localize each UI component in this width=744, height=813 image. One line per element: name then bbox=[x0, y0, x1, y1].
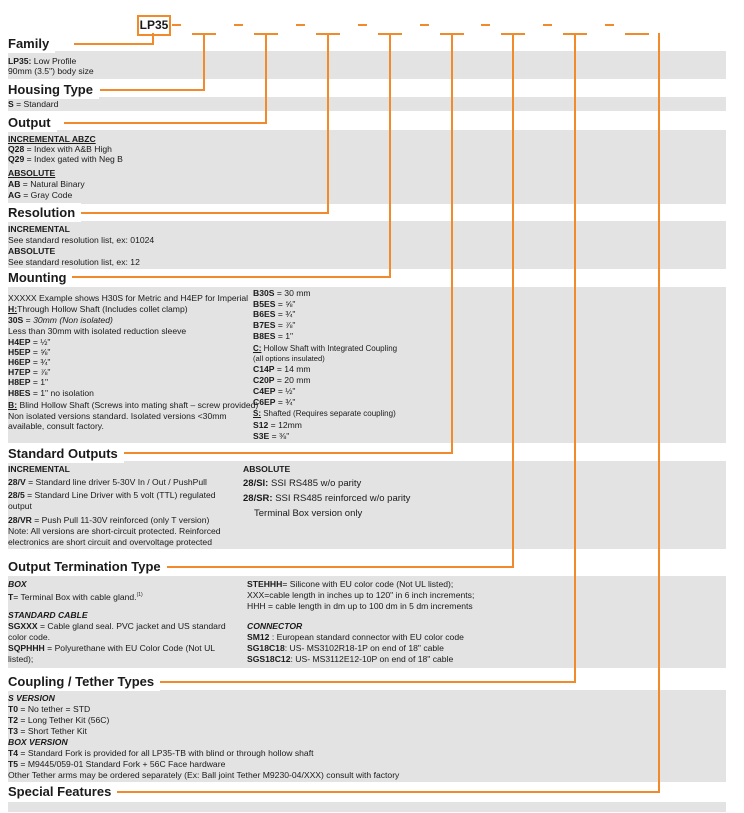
mounting-example: XXXXX Example shows H30S for Metric and H4EP for Imperial bbox=[8, 293, 249, 303]
term-option: T= Terminal Box with cable gland.$^{(1)}$ bbox=[8, 591, 143, 602]
output-heading: ABSOLUTE bbox=[8, 168, 56, 178]
resolution-heading: ABSOLUTE bbox=[8, 246, 56, 256]
coupling-heading: BOX VERSION bbox=[8, 737, 68, 747]
std-out-note: electronics are short circuit and overvoltage protected bbox=[8, 537, 212, 547]
connector-line bbox=[658, 33, 660, 793]
model-code: LP35 bbox=[139, 18, 169, 32]
section-special: Special Features bbox=[8, 782, 117, 801]
mounting-option: H7EP = ⅞" bbox=[8, 367, 51, 377]
mounting-option: B: Blind Hollow Shaft (Screws into mating shaft – screw provided) bbox=[8, 400, 259, 410]
code-dash bbox=[481, 24, 490, 26]
section-family: Family bbox=[8, 34, 55, 53]
term-text: listed); bbox=[8, 654, 34, 664]
output-option: AG = Gray Code bbox=[8, 190, 73, 200]
code-dash bbox=[358, 24, 367, 26]
std-out-option: 28/V = Standard line driver 5-30V In / Out / PushPull bbox=[8, 477, 207, 487]
std-out-text: output bbox=[8, 501, 32, 511]
term-option: SGS18C12: US- MS3112E12-10P on end of 18" cable bbox=[247, 654, 454, 664]
housing-line: S = Standard bbox=[8, 99, 59, 109]
resolution-heading: INCREMENTAL bbox=[8, 224, 70, 234]
term-text: HHH = cable length in dm up to 100 dm in 5 dm increments bbox=[247, 601, 473, 611]
mounting-option: C: Hollow Shaft with Integrated Coupling bbox=[253, 344, 398, 353]
code-dash bbox=[543, 24, 552, 26]
mounting-text: Less than 30mm with isolated reduction sleeve bbox=[8, 326, 187, 336]
family-line: LP35: Low Profile bbox=[8, 56, 77, 66]
section-mounting: Mounting bbox=[8, 268, 72, 287]
output-band bbox=[8, 130, 726, 204]
mounting-option: H5EP = ⅝" bbox=[8, 347, 51, 357]
section-coupling: Coupling / Tether Types bbox=[8, 672, 160, 691]
output-option: Q28 = Index with A&B High bbox=[8, 144, 112, 154]
std-out-heading: ABSOLUTE bbox=[243, 464, 291, 474]
std-out-note: Note: All versions are short-circuit protected. Reinforced bbox=[8, 526, 221, 536]
connector-line bbox=[106, 791, 660, 793]
connector-line bbox=[625, 33, 649, 35]
mounting-option: H4EP = ½" bbox=[8, 337, 51, 347]
model-code-box bbox=[137, 15, 171, 36]
code-dash bbox=[605, 24, 614, 26]
section-output: Output bbox=[8, 113, 57, 132]
code-dash bbox=[172, 24, 181, 26]
coupling-option: T3 = Short Tether Kit bbox=[8, 726, 87, 736]
term-text: color code. bbox=[8, 632, 51, 642]
coupling-text: Other Tether arms may be ordered separately (Ex: Ball joint Tether M9230-04/XXX) consult with factory bbox=[8, 770, 400, 780]
std-out-option: 28/SR: SSI RS485 reinforced w/o parity bbox=[243, 493, 411, 504]
mounting-option: B5ES = ⅝" bbox=[253, 299, 296, 309]
connector-line bbox=[146, 566, 514, 568]
resolution-text: See standard resolution list, ex: 12 bbox=[8, 257, 140, 267]
mounting-option: S3E = ⅜" bbox=[253, 431, 290, 441]
mounting-option: B30S = 30 mm bbox=[253, 288, 311, 298]
section-resolution: Resolution bbox=[8, 203, 81, 222]
coupling-option: T5 = M9445/059-01 Standard Fork + 56C Face hardware bbox=[8, 759, 226, 769]
mounting-option: H:Through Hollow Shaft (Includes collet clamp) bbox=[8, 304, 188, 314]
term-heading: STANDARD CABLE bbox=[8, 610, 88, 620]
connector-line bbox=[64, 122, 267, 124]
mounting-option: H8EP = 1" bbox=[8, 377, 49, 387]
mounting-option: B7ES = ⅞" bbox=[253, 320, 296, 330]
term-heading: CONNECTOR bbox=[247, 621, 303, 631]
std-out-heading: INCREMENTAL bbox=[8, 464, 70, 474]
section-housing: Housing Type bbox=[8, 80, 99, 99]
output-option: AB = Natural Binary bbox=[8, 179, 85, 189]
term-text: XXX=cable length in inches up to 120" in 6 inch increments; bbox=[247, 590, 475, 600]
code-dash bbox=[234, 24, 243, 26]
connector-line bbox=[74, 43, 154, 45]
family-line: 90mm (3.5") body size bbox=[8, 66, 94, 76]
housing-band bbox=[8, 97, 726, 111]
term-option: SGXXX = Cable gland seal. PVC jacket and US standard bbox=[8, 621, 226, 631]
term-option: SM12 : European standard connector with EU color code bbox=[247, 632, 464, 642]
mounting-option: C6EP = ¾" bbox=[253, 397, 296, 407]
mounting-option: C20P = 20 mm bbox=[253, 375, 311, 385]
term-option: STEHHH= Silicone with EU color code (Not UL listed); bbox=[247, 579, 454, 589]
connector-line bbox=[70, 276, 391, 278]
family-band bbox=[8, 51, 726, 79]
section-standard-outputs: Standard Outputs bbox=[8, 444, 124, 463]
code-dash bbox=[296, 24, 305, 26]
connector-line bbox=[100, 89, 205, 91]
term-option: SQPHHH = Polyurethane with EU Color Code (Not UL bbox=[8, 643, 216, 653]
mounting-option: B8ES = 1" bbox=[253, 331, 294, 341]
term-option: SG18C18: US- MS3102R18-1P on end of 18" cable bbox=[247, 643, 444, 653]
mounting-text: Non isolated versions standard. Isolated versions <30mm bbox=[8, 411, 227, 421]
connector-line bbox=[512, 33, 514, 568]
mounting-option: S12 = 12mm bbox=[253, 420, 302, 430]
connector-line bbox=[451, 33, 453, 454]
connector-line bbox=[327, 33, 329, 214]
std-out-option: 28/SI: SSI RS485 w/o parity bbox=[243, 478, 362, 489]
connector-line bbox=[78, 212, 329, 214]
connector-line bbox=[108, 452, 453, 454]
special-band bbox=[8, 802, 726, 812]
output-heading: INCREMENTAL ABZC bbox=[8, 134, 96, 144]
connector-line bbox=[203, 33, 205, 91]
code-dash bbox=[420, 24, 429, 26]
section-termination: Output Termination Type bbox=[8, 557, 167, 576]
mounting-option: B6ES = ¾" bbox=[253, 309, 296, 319]
connector-line bbox=[574, 33, 576, 683]
connector-line bbox=[265, 33, 267, 124]
mounting-option: 30S = 30mm (Non isolated) bbox=[8, 315, 113, 325]
mounting-option: H6EP = ¾" bbox=[8, 357, 51, 367]
resolution-text: See standard resolution list, ex: 01024 bbox=[8, 235, 155, 245]
mounting-option: C14P = 14 mm bbox=[253, 364, 311, 374]
coupling-option: T0 = No tether = STD bbox=[8, 704, 91, 714]
coupling-heading: S VERSION bbox=[8, 693, 55, 703]
mounting-option: S: Shafted (Requires separate coupling) bbox=[253, 409, 396, 418]
mounting-option: H8ES = 1" no isolation bbox=[8, 388, 94, 398]
mounting-text: (all options insulated) bbox=[253, 354, 325, 363]
coupling-option: T2 = Long Tether Kit (56C) bbox=[8, 715, 110, 725]
mounting-option: C4EP = ½" bbox=[253, 386, 296, 396]
std-out-text: Terminal Box version only bbox=[254, 508, 363, 519]
term-heading: BOX bbox=[8, 579, 27, 589]
connector-line bbox=[142, 681, 576, 683]
std-out-option: 28/VR = Push Pull 11-30V reinforced (only T version) bbox=[8, 515, 210, 525]
connector-line bbox=[389, 33, 391, 278]
coupling-option: T4 = Standard Fork is provided for all LP35-TB with blind or through hollow shaft bbox=[8, 748, 314, 758]
output-option: Q29 = Index gated with Neg B bbox=[8, 154, 123, 164]
std-out-option: 28/5 = Standard Line Driver with 5 volt (TTL) regulated bbox=[8, 490, 216, 500]
mounting-text: available, consult factory. bbox=[8, 421, 104, 431]
